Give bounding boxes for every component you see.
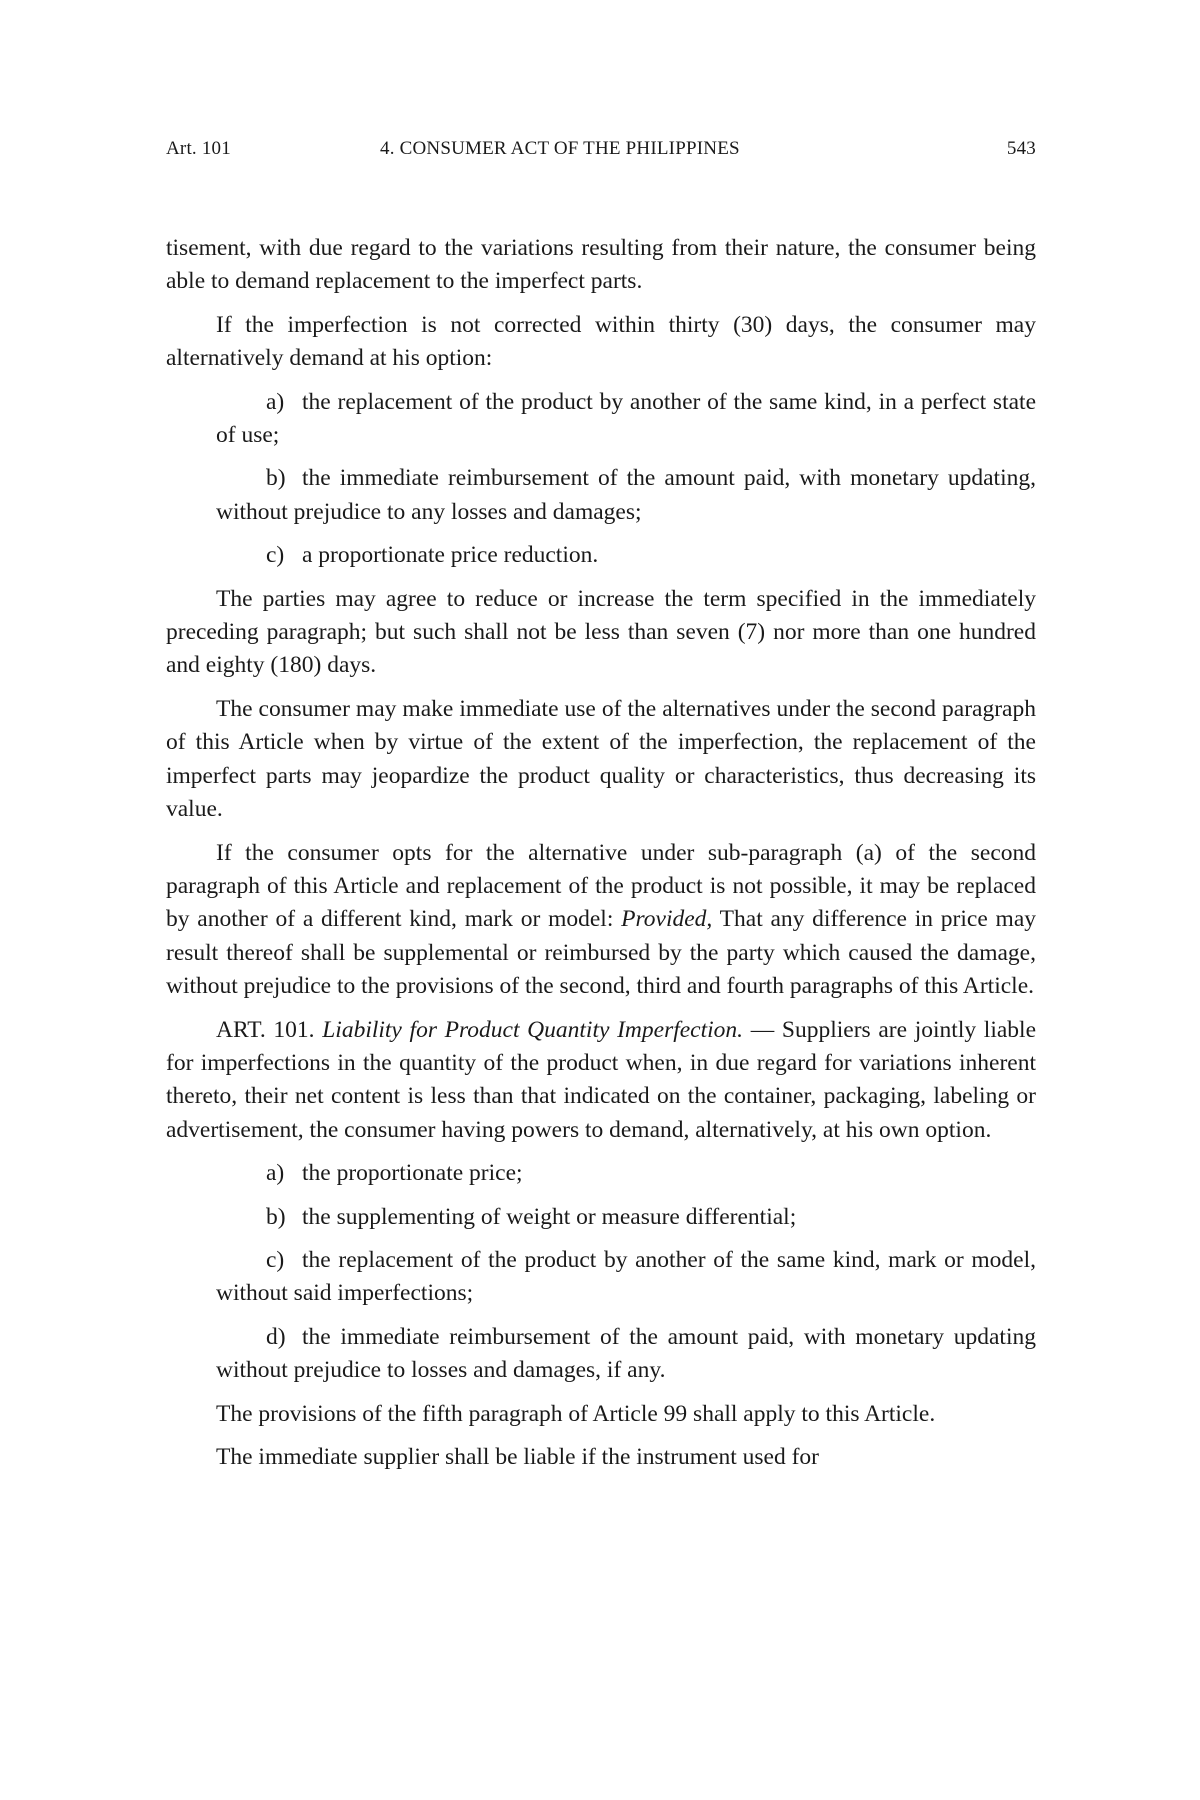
paragraph: The parties may agree to reduce or increase the term specified in the immediately preceding paragraph; but such shall not be less than seven (7) nor more than one hundred and eighty (180) days. — [166, 585, 1036, 679]
list-item — [166, 386, 1036, 453]
article-paragraph — [166, 1014, 1036, 1148]
list-item-text: the immediate reimbursement of the amount paid, with monetary updating, without prejudice to any losses and damages; — [216, 465, 1036, 525]
list-item — [166, 1157, 1036, 1190]
paragraph: The provisions of the fifth paragraph of Article 99 shall apply to this Article. — [216, 1400, 936, 1427]
list-item — [166, 1244, 1036, 1311]
article-title: Liability for Product Quantity Imperfection. — [322, 1016, 744, 1043]
running-header — [166, 138, 1036, 166]
paragraph: If the imperfection is not corrected within thirty (30) days, the consumer may alternatively demand at his option: — [166, 311, 1036, 372]
list-marker: a) — [266, 388, 285, 415]
list-marker: c) — [266, 1246, 285, 1273]
paragraph-text: If the consumer opts for the alternative under sub-paragraph (a) of the second paragraph of this Article and replacement of the product is not possible, it may be replaced by another of a different kind, mark or model: — [166, 839, 1036, 933]
header-article-ref: Art. 101 — [166, 138, 231, 159]
article-label: ART. 101. — [216, 1016, 315, 1043]
list-marker: a) — [266, 1160, 285, 1187]
list-item — [166, 1321, 1036, 1388]
list-item-text: the supplementing of weight or measure differential; — [302, 1203, 797, 1230]
paragraph: The consumer may make immediate use of the alternatives under the second paragraph of this Article when by virtue of the extent of the imperfection, the replacement of the imperfect parts may jeopardize the product quality or characteristics, thus decreasing its value. — [166, 695, 1036, 823]
page-number: 543 — [1006, 138, 1036, 159]
list-item-text: a proportionate price reduction. — [302, 542, 599, 569]
list-marker: c) — [266, 542, 285, 569]
list-item — [166, 539, 1036, 572]
paragraph: The immediate supplier shall be liable if the instrument used for — [216, 1444, 820, 1470]
list-item-text: the replacement of the product by another of the same kind, in a perfect state of use; — [216, 388, 1036, 449]
article-text: — Suppliers are jointly liable for imperfections in the quantity of the product when, in due regard for variations inherent thereto, their net content is less than that indicated on the container, packaging, labeling or advertisement, the consumer having powers to demand, alternatively, at his own option. — [166, 1016, 1036, 1143]
proviso-italic: Provided, — [621, 906, 713, 933]
list-item-text: the immediate reimbursement of the amount paid, with monetary updating without prejudice to losses and damages, if any. — [216, 1323, 1036, 1384]
paragraph-continuation: tisement, with due regard to the variations resulting from their nature, the consumer being able to demand replacement to the imperfect parts. — [166, 235, 1036, 295]
paragraph — [166, 837, 1036, 1004]
paragraph-text: That any difference in price may result thereof shall be supplemental or reimbursed by the party which caused the damage, without prejudice to the provisions of the second, third and fourth paragraphs of this Article. — [166, 906, 1036, 1000]
body-text — [166, 232, 1036, 1484]
list-marker: b) — [266, 465, 286, 492]
list-marker: d) — [266, 1323, 286, 1350]
header-chapter-title: 4. CONSUMER ACT OF THE PHILIPPINES — [380, 138, 740, 159]
list-item-text: the replacement of the product by another of the same kind, mark or model, without said imperfections; — [216, 1246, 1036, 1307]
list-item — [166, 1201, 1036, 1234]
list-item-text: the proportionate price; — [302, 1160, 523, 1187]
list-item — [166, 462, 1036, 529]
list-marker: b) — [266, 1203, 286, 1230]
